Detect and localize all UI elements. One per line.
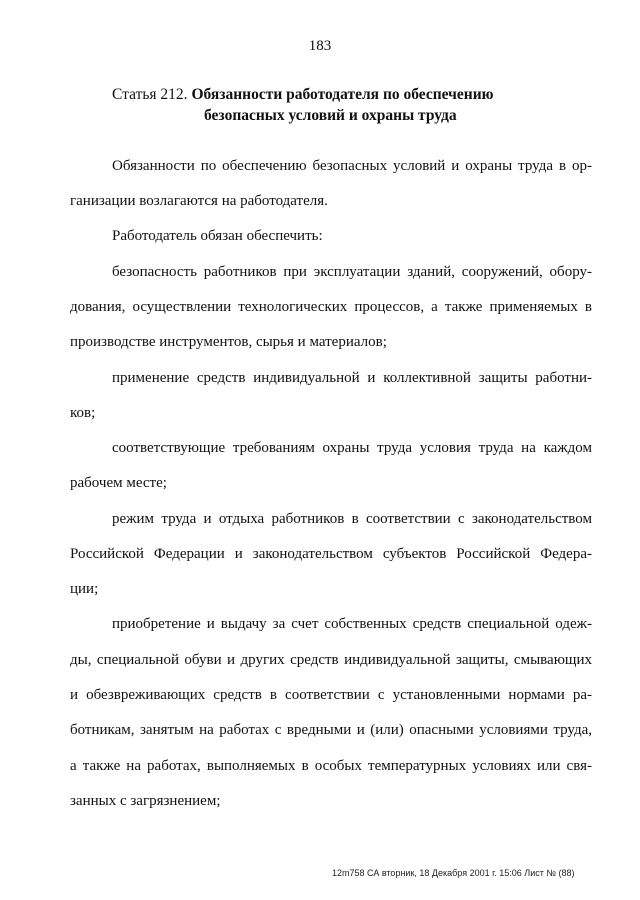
text-line: а также на работах, выполняемых в особых температурных условиях или свя- [70, 758, 592, 774]
text-line: ботникам, занятым на работах с вредными и (или) опасными условиями труда, [70, 722, 592, 738]
text-line: безопасность работников при эксплуатации зданий, сооружений, обору- [112, 264, 592, 280]
text-line: режим труда и отдыха работников в соответствии с законодательством [112, 511, 592, 527]
text-line: занных с загрязнением; [70, 793, 221, 809]
text-line: приобретение и выдачу за счет собственных средств специальной одеж- [112, 616, 592, 632]
article-title-line-1: Обязанности работодателя по обеспечению [191, 86, 494, 103]
text-line: и обезвреживающих средств в соответствии с установленными нормами ра- [70, 687, 592, 703]
text-line: ды, специальной обуви и других средств индивидуальной защиты, смывающих [70, 652, 592, 668]
text-line: Российской Федерации и законодательством субъектов Российской Федера- [70, 546, 592, 562]
page-number: 183 [308, 38, 332, 54]
article-heading [112, 84, 582, 126]
text-line: рабочем месте; [70, 475, 167, 491]
article-title-line-2: безопасных условий и охраны труда [204, 107, 457, 124]
text-line: дования, осуществлении технологических процессов, а также применяемых в [70, 299, 592, 315]
print-footer: 12m758 СА вторник, 18 Декабря 2001 г. 15:06 Лист № (88) [332, 868, 575, 878]
text-line: ков; [70, 405, 96, 421]
text-line: ганизации возлагаются на работодателя. [70, 193, 328, 209]
text-line: применение средств индивидуальной и коллективной защиты работни- [112, 370, 592, 386]
text-line: Обязанности по обеспечению безопасных условий и охраны труда в ор- [112, 158, 592, 174]
text-line: соответствующие требованиям охраны труда условия труда на каждом [112, 440, 592, 456]
text-line: Работодатель обязан обеспечить: [112, 228, 323, 244]
text-line: ции; [70, 581, 99, 597]
text-line: производстве инструментов, сырья и материалов; [70, 334, 387, 350]
article-label: Статья 212. [112, 86, 188, 103]
